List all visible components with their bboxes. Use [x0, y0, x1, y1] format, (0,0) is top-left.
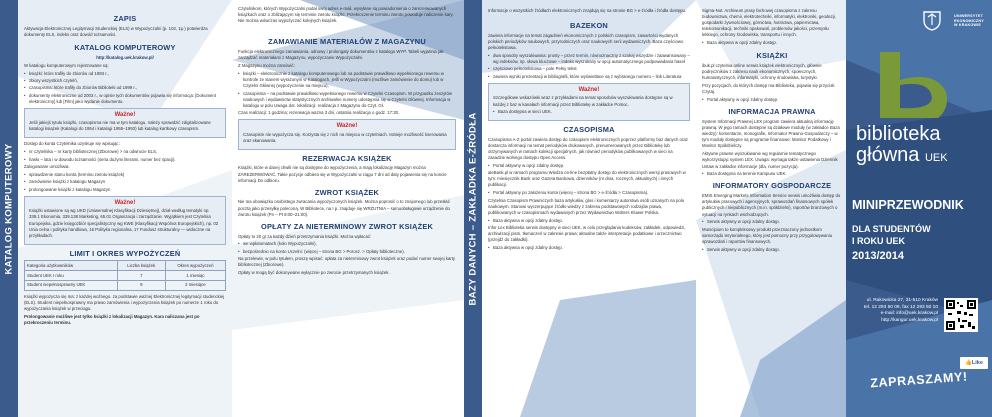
list-item: • książki – elektronicznie z katalogu komputerowego lub na podstawie prawidłowo wypełnionego rewersu w kontrole ze stanem wyrażonym w Katalogach, jeśli w Wypożyczalni (możliwe zamówienie do domu) lub w Czytelni Głównej (wypożyczenie na miejscu), [243, 71, 456, 89]
bazy-column [488, 8, 690, 253]
z-magazynu-text: Z Magazynu można zamówić: [238, 63, 295, 69]
czasopisma-heading: CZASOPISMA [563, 124, 615, 134]
panel-bazy [464, 0, 696, 417]
inforlex-text: Infor Lex Biblioteka serwis dostępny w sieci UEK, w celu przeglądania kodeksów, zakładek, odpowiedzi, archiwizacji pism, tłumaczeń w zakresie prawa; aktualne także interpretacje podatkowe i orzecznictwo (przejdź do zakładki). [488, 225, 686, 243]
limit-table [24, 260, 226, 291]
oplaty-note: Na przelewie, w polu tytułem, proszę wpisać: opłata za nieterminowy zwrot książek oraz podać numer swojej karty bibliotecznej (Zbiorowe). [238, 256, 456, 268]
panel-zamawianie [232, 0, 464, 417]
wazne-heading: Ważne! [114, 111, 136, 118]
logo-line: UNIWERSYTET [954, 14, 984, 18]
list-item: • Serwis aktywny w opcji zdalny dostęp. [707, 219, 842, 225]
prawna-note: Aktywne prawne wyszukiwanie wg regularnie tematycznego wykorzystując system LEX. Uwaga: wymaga także ustawienia Dziennik Ustaw w zakładce informacje (dla, numer pozycja). [702, 151, 838, 169]
middle-vertical-strip [464, 0, 482, 417]
list-item: • Portal aktywny w opcji zdalny dostęp. [707, 97, 842, 103]
zamawianie-heading: ZAMAWIANIE MATERIAŁÓW Z MAGAZYNU [268, 37, 426, 47]
table-cell: Student UEK I roku [25, 271, 118, 281]
oplaty-list [238, 241, 456, 254]
list-item: • sprawdzenie stanu konta (terminu zwrotu książek) [29, 172, 226, 178]
thumbs-up-icon: 👍 [965, 360, 972, 366]
library-brand [856, 124, 948, 166]
list-item: • czasopisma – na podstawie prawidłowo wypełnionego rewersu w Czytelni Czasopism. W przypadku zeszytów naukowych i wydawnictw statystycznych archiwalne numery udostępnia się w Czytelni Głównej. Informacja w katalogu w polu Uwaga dot. lokalizacji: realizacja z Magazynu do Czyt. Gł. [243, 91, 456, 109]
email-link[interactable]: e-mail: info@uek.krakow.pl [880, 311, 938, 317]
czasopisma-text: Czasopisma A-Z portal zawiera dostęp do czasopism elektronicznych poprzez platformy baz danych oraz dostarcza informacji na temat periodyków drukowanych, prenumerowanych przez Bibliotekę lub otrzymywanych w ramach kolekcji specjalnych, jak również periodyków publikowanych w sieci na zasadzie wolnego dostępu Open Access. [488, 136, 688, 160]
left-vertical-strip [0, 0, 18, 417]
table-header: Okres wypożyczeń [165, 261, 225, 271]
table-cell: 7 [117, 271, 165, 281]
wazne-text: Książki ustawione są wg UKD (Uniwersalnej Klasyfikacji Dziesiętnej), dział według tematyki np. 339.1 Ekonomia, 339.138 Marketing, 65.01 Organizacja i zarządzanie. Wyjątkiem jest Czytelnia Europejska, gdzie księgozbiór specjalistyczny wg KWE (Klasyfikacji Wspólnot Europejskich), np. 02 Unia celna i polityka handlowa, 16 Polityka regionalna, 17 Fundusz strukturalny — widoczne na przykładach. [29, 208, 219, 238]
list-item: • Baza dostępna na terenie Kampusu UEK. [707, 171, 842, 177]
zapis-text: Aktywacja Elektronicznej Legitymacji Studenckiej (ELS) w Wypożyczalni (p. 102, 1p.) potwierdza dokumenty ELS, indeks oraz dowód tożsamości. [24, 25, 208, 37]
list-item: • zawiera wyniki prezentacji w bibliografii, które wyświetlane są z wybranego numeru – link Literatura [493, 74, 690, 80]
list-item: • czasopisma: które trafiły do zbiorów Biblioteki od 1999 r., [29, 85, 226, 91]
footer-text-2: Prolongowanie możliwe jest tylko książki z lokalizacji Magazyn. Kara naliczana jest po przekroczeniu terminu. [24, 314, 200, 326]
list-item: • we wpłatomatach (koło Wypożyczalni), [243, 241, 456, 247]
list-item: • hasło – lata i w dowodu tożsamości (seria dużymi literami, numer bez spacji). [29, 157, 226, 163]
list-item: • zamówienie książki z katalogu Magazyn [29, 179, 226, 185]
oplaty-end: Opłaty w mogą być dokonywane wyłącznie po zwrocie przetrzymanych książek. [238, 270, 390, 276]
strip-title-katalog: KATALOG KOMPUTEROWY [3, 143, 15, 274]
zwrot-heading: ZWROT KSIĄŻEK [314, 187, 380, 197]
czas-realizacji: Czas realizacji: 1 godzina; rezerwacja ważna 3 dni, ostatnia realizacja o godz. 17:30. [238, 110, 400, 116]
brand-line-2: główna [856, 144, 920, 166]
dostep-text: Dostęp do konta Czytelnika uzyskuje się wpisując: [24, 141, 120, 147]
wazne-box-4 [488, 83, 690, 121]
bazekon-heading: BAZEKON [570, 21, 608, 31]
logo-line: W KRAKOWIE [954, 23, 981, 28]
list-item: • bezpośrednio na konto Uczelni: (więcej – strona BG > Porosz. > Opłaty biblioteczne). [243, 249, 456, 255]
zapraszamy-text: ZAPRASZAMY! [869, 369, 969, 391]
facebook-like-button[interactable] [960, 357, 988, 369]
university-name [954, 14, 984, 28]
table-header: Liczba książek [117, 261, 165, 271]
cover-subtitle-2: I ROKU UEK [852, 236, 906, 246]
prawna-heading: INFORMACJA PRAWNA [728, 107, 816, 117]
katalog-link[interactable]: http://katalog.uek.krakow.pl/ [96, 54, 154, 60]
katalog-heading: KATALOG KOMPUTEROWY [74, 42, 176, 52]
wazne-text: Czasopism nie wypożycza się. Korzysta się z nich na miejscu w czytelniach. Istnieje możliwość kserowania oraz skanowania. [243, 131, 447, 143]
municipium-text: Municipium to kompleksowy produkt przeznaczony jednostkom samorządu terytorialnego, który jest pomocny przy przygotowywaniu sprawozdań i raportów finansowych. [702, 226, 833, 244]
zamawianie-column [238, 6, 456, 278]
table-row [25, 271, 226, 281]
cover-year: 2013/2014 [852, 250, 904, 262]
sigma-text: Sigma-Not. Archiwum prasy fachowej czasopisma z zakresu budownictwa, chemii, elektrotechniki, informatyki, elektroniki, geodezji, gospodarki żywnościowej, górnictwa, hutnictwa, papiernictwa, telekomunikacji, techniki opakowań, problemów jakości, przemysłu lekkiego, ochrony środowiska, transportu i innych. [702, 8, 836, 38]
qr-code-icon [946, 300, 976, 330]
list-item: • zbiory wszystkich czytelń, [29, 78, 226, 84]
emis-text: EMIS Emerging Markets Information Service serwis umożliwia dostęp do artykułów prasowych i agencyjnych, sprawozdań finansowych spółek publicznych i niepublicznych (m.in. spółdzielni), raportów branżowych o sytuacji na rynkach wschodzących. [702, 193, 841, 217]
wazne-text: Jeśli jakiejś tytułu książki, czasopisma nie ma w tym katalogu, należy sprawdzić zdigitalizowane katalogi książek (Katalogi do 1954 i katalogi 1955–1993) lub katalog kartkowy czasopism. [29, 120, 211, 132]
katalog-list [24, 71, 226, 105]
gospodarcze-heading: INFORMATORY GOSPODARCZE [712, 181, 832, 191]
panel-cover [846, 0, 992, 417]
bazekon-list [488, 53, 690, 80]
cover-subtitle-1: DLA STUDENTÓW [852, 224, 931, 234]
dostep-list [24, 149, 226, 162]
limit-heading: LIMIT I OKRES WYPOŻYCZEŃ [69, 248, 181, 258]
wazne-heading: Ważne! [336, 123, 358, 130]
czytelnia-text: Czytelnia Czasopism Prawniczych baza artykułów, glos i komentarzy autorstwa osób uznanych na polu naukowym. Stanowi wyczerpujące źródło wiedzy z zakresu podstawowych rodzajów prawa, publikowanych w czasopismach wydawanych przez Wydawnictwo Wolters Kluwer Polska. [488, 197, 685, 215]
table-row [25, 281, 226, 291]
ksiazki-column [702, 8, 842, 254]
ksiazki-heading: KSIĄŻKI [756, 51, 788, 61]
brand-uek: UEK [924, 152, 948, 164]
rezerwacja-text: Książki, które w danej chwili nie są dostępne do wypożyczenia, a mają lokalizację Magazyn można ZAREZERWOWAĆ. Takie pozycje odbiera się w Wypożyczalni w ciągu 7 dni od daty pojawienia się na koncie informacji Do odbioru. [238, 165, 447, 183]
list-item: • prolongowanie książki z katalogu Magazyn [29, 187, 226, 193]
zwrot-text: Nie ma obowiązku osobistego zwracania wypożyczonych książek. Można poprosić o to znajomego lub przesłać pocztą jako przesyłkę poleconą. W Bibliotece, na I p. znajduje się WRZUTNIA – samoobsługowe urządzenie do zwrotu książek (Pn – Pt 8:00–21:00). [238, 199, 450, 217]
university-crest-icon [920, 8, 944, 32]
zapis-heading: ZAPIS [113, 14, 137, 23]
list-item: • częściowo pełnotekstowa – pole Pełny tekst [493, 66, 690, 72]
list-item: • Baza aktywna w opcji zdalny dostęp. [493, 218, 690, 224]
brand-line-1: biblioteka [856, 123, 941, 145]
wazne-heading: Ważne! [578, 86, 600, 93]
strip-title-bazy: BAZY DANYCH – ZAKŁADKA E-ŹRÓDŁA [467, 112, 479, 305]
address-line: tel. 12 293 50 09, fax 12 293 50 10 [863, 304, 938, 310]
wazne-box-3 [238, 119, 456, 150]
logo-line: EKONOMICZNY [954, 18, 984, 23]
wazne-box-2 [24, 196, 226, 245]
oplaty-heading: OPŁATY ZA NIETERMINOWY ZWROT KSIĄŻEK [261, 221, 433, 231]
oplaty-text: Opłaty to 20 gr za każdy dzień przetrzymania książki. Można wpłacać: [238, 233, 372, 239]
list-item: • dwa sposoby wyszukiwania: prosty – przez termin, równoznaczny z szukaj wszędzie i zaawansowany – wg indeksów, np. słowa kluczowe – indeks wyszukany w opcji automatycznego podpowiadania haseł [493, 53, 690, 65]
contact-address [850, 298, 938, 325]
table-cell: Student niepełnosprawny UEK [25, 281, 118, 291]
list-item: • dokumenty elektroniczne od 2003 r., w opisie tych dokumentów pojawia się informacja: [Dokument elektroniczny] lub [Film] jako wydanie dokumentu. [29, 93, 226, 105]
rezerwacja-heading: REZERWACJA KSIĄŻEK [302, 153, 392, 163]
katalog-column [24, 10, 226, 328]
table-header: Kategoria użytkowników [25, 261, 118, 271]
list-item: • książki: które trafiły do zbiorów od 1993 r., [29, 71, 226, 77]
qr-code[interactable] [944, 298, 978, 332]
list-item: • Baza aktywna w opcji zdalny dostęp. [707, 40, 842, 46]
ibuk-text: ibuk.pl czytelnia online serwis książek elektronicznych, głównie podręczników z zakresu nauk ekonomicznych, społecznych, humanistycznych, informatyki, ochrony środowiska, turystyki. [702, 63, 822, 81]
zamawianie-list [238, 71, 456, 109]
panel-katalog [0, 0, 232, 417]
intro-text: Informacje o wszystkich źródłach elektronicznych znajdują się na stronie BG > e-źródła i źródła dostępu. [488, 8, 687, 13]
list-item: • Portal aktywny w opcji zdalny dostęp. [493, 163, 690, 169]
cover-title: MINIPRZEWODNIK [852, 198, 964, 212]
wazne-heading: Ważne! [114, 199, 136, 206]
katalog-intro: W katalogu komputerowym rejestrowane są: [24, 62, 109, 68]
zalogowanie-list [24, 172, 226, 193]
zalogowanie-text: Zalogowanie umożliwia: [24, 164, 70, 170]
list-item: • Baza aktywna w opcji zdalny dostęp. [493, 245, 690, 251]
list-item: • nr czytelnika – nr karty bibliotecznej (Zbiorowe) > na odwrocie ELS, [29, 149, 226, 155]
alebank-text: aleBank.pl w ramach programu Wiedza on-line bezpłatny dostęp do elektronicznych wersji prasowych w tym: miesięcznik Bank oraz Gazeta Bankowa, dzienników (nr dnia, rocznych, aktualnych) i innych publikacji. [488, 170, 686, 188]
zamawianie-text: Funkcja elektronicznego zamawiania, odnowy i prolongaty dokumentów z katalogu WYP. Tabeli wyjaśnia jak zarządzać materiałami z Magazynu, wypożyczanie Wypożyczalni. [238, 49, 444, 61]
prawna-text: System Informacji Prawnej LEX program zawiera aktualną informację prawną. W jego ramach dostępne są działowe moduły (w zakładce Baza wiedzy): komentarze, monografie, Informator Prawno-Gospodarczy – w tym moduły dostępne są programie finansowe: Monitor Podatkowy i Monitor Spółdzielczy. [702, 119, 840, 149]
website-link[interactable]: http://kangur.uek.krakow.pl [881, 318, 938, 324]
table-cell: 2 miesiące [165, 281, 225, 291]
list-item: • Baza dostępna w sieci UEK. [498, 109, 685, 115]
list-item: • Serwis aktywny w opcji zdalny dostęp. [707, 247, 842, 253]
address-line: ul. Rakowicka 27, 31-510 Kraków [866, 298, 938, 303]
panel-ksiazki [696, 0, 846, 417]
table-cell: 9 [117, 281, 165, 291]
bazekon-text: zawiera informacje na temat zagadnień ekonomicznych z polskich czasopism, zawartości wydanych polskich periodyków naukowych, przyrodniczych oraz naukowych serii wydawniczych. Baza częściowo pełnotekstowa. [488, 32, 684, 51]
footer-text-1: Książki wypożycza się ma: z każdej woźnego. za podstawie ważnej Elektronicznej legitymacji studenckiej (ELS). Student niepełnosprawny ma prawo zamówienia i wypożyczenia książek po numerze 1 roku do wypożyczania książek w przeciągu. [24, 293, 225, 312]
wazne-box-1 [24, 108, 226, 139]
list-item: • Portal aktywny po założeniu konta (więcej – strona BG > e-źródła > Czasopisma). [493, 190, 690, 196]
table-cell: 1 miesiąc [165, 271, 225, 281]
intro-text: Czytelnikom, których Wypożyczalni podał swój adres e-mail, wysyłane są powiadomienia o zarezerwowanych książkach oraz o zbliżającym się terminie zwrotu książki. Przekroczenie terminu zwrotu powoduje naliczenie kary. Nie można wówczas wypożyczać kolejnych książek. [238, 6, 454, 24]
ibuk-note: Przy pozycjach, do których dostęp ma Biblioteka, pojawia się przycisk Czytaj. [702, 83, 835, 95]
wazne-text: Szczegółowe wskazówki wraz z przykładami na temat sposobów wyszukiwania dostępne są w każdej z baz w kanałach informacji przez Bibliotekę w zakładce Pomoc. [493, 95, 673, 107]
like-label: Like [971, 360, 983, 366]
